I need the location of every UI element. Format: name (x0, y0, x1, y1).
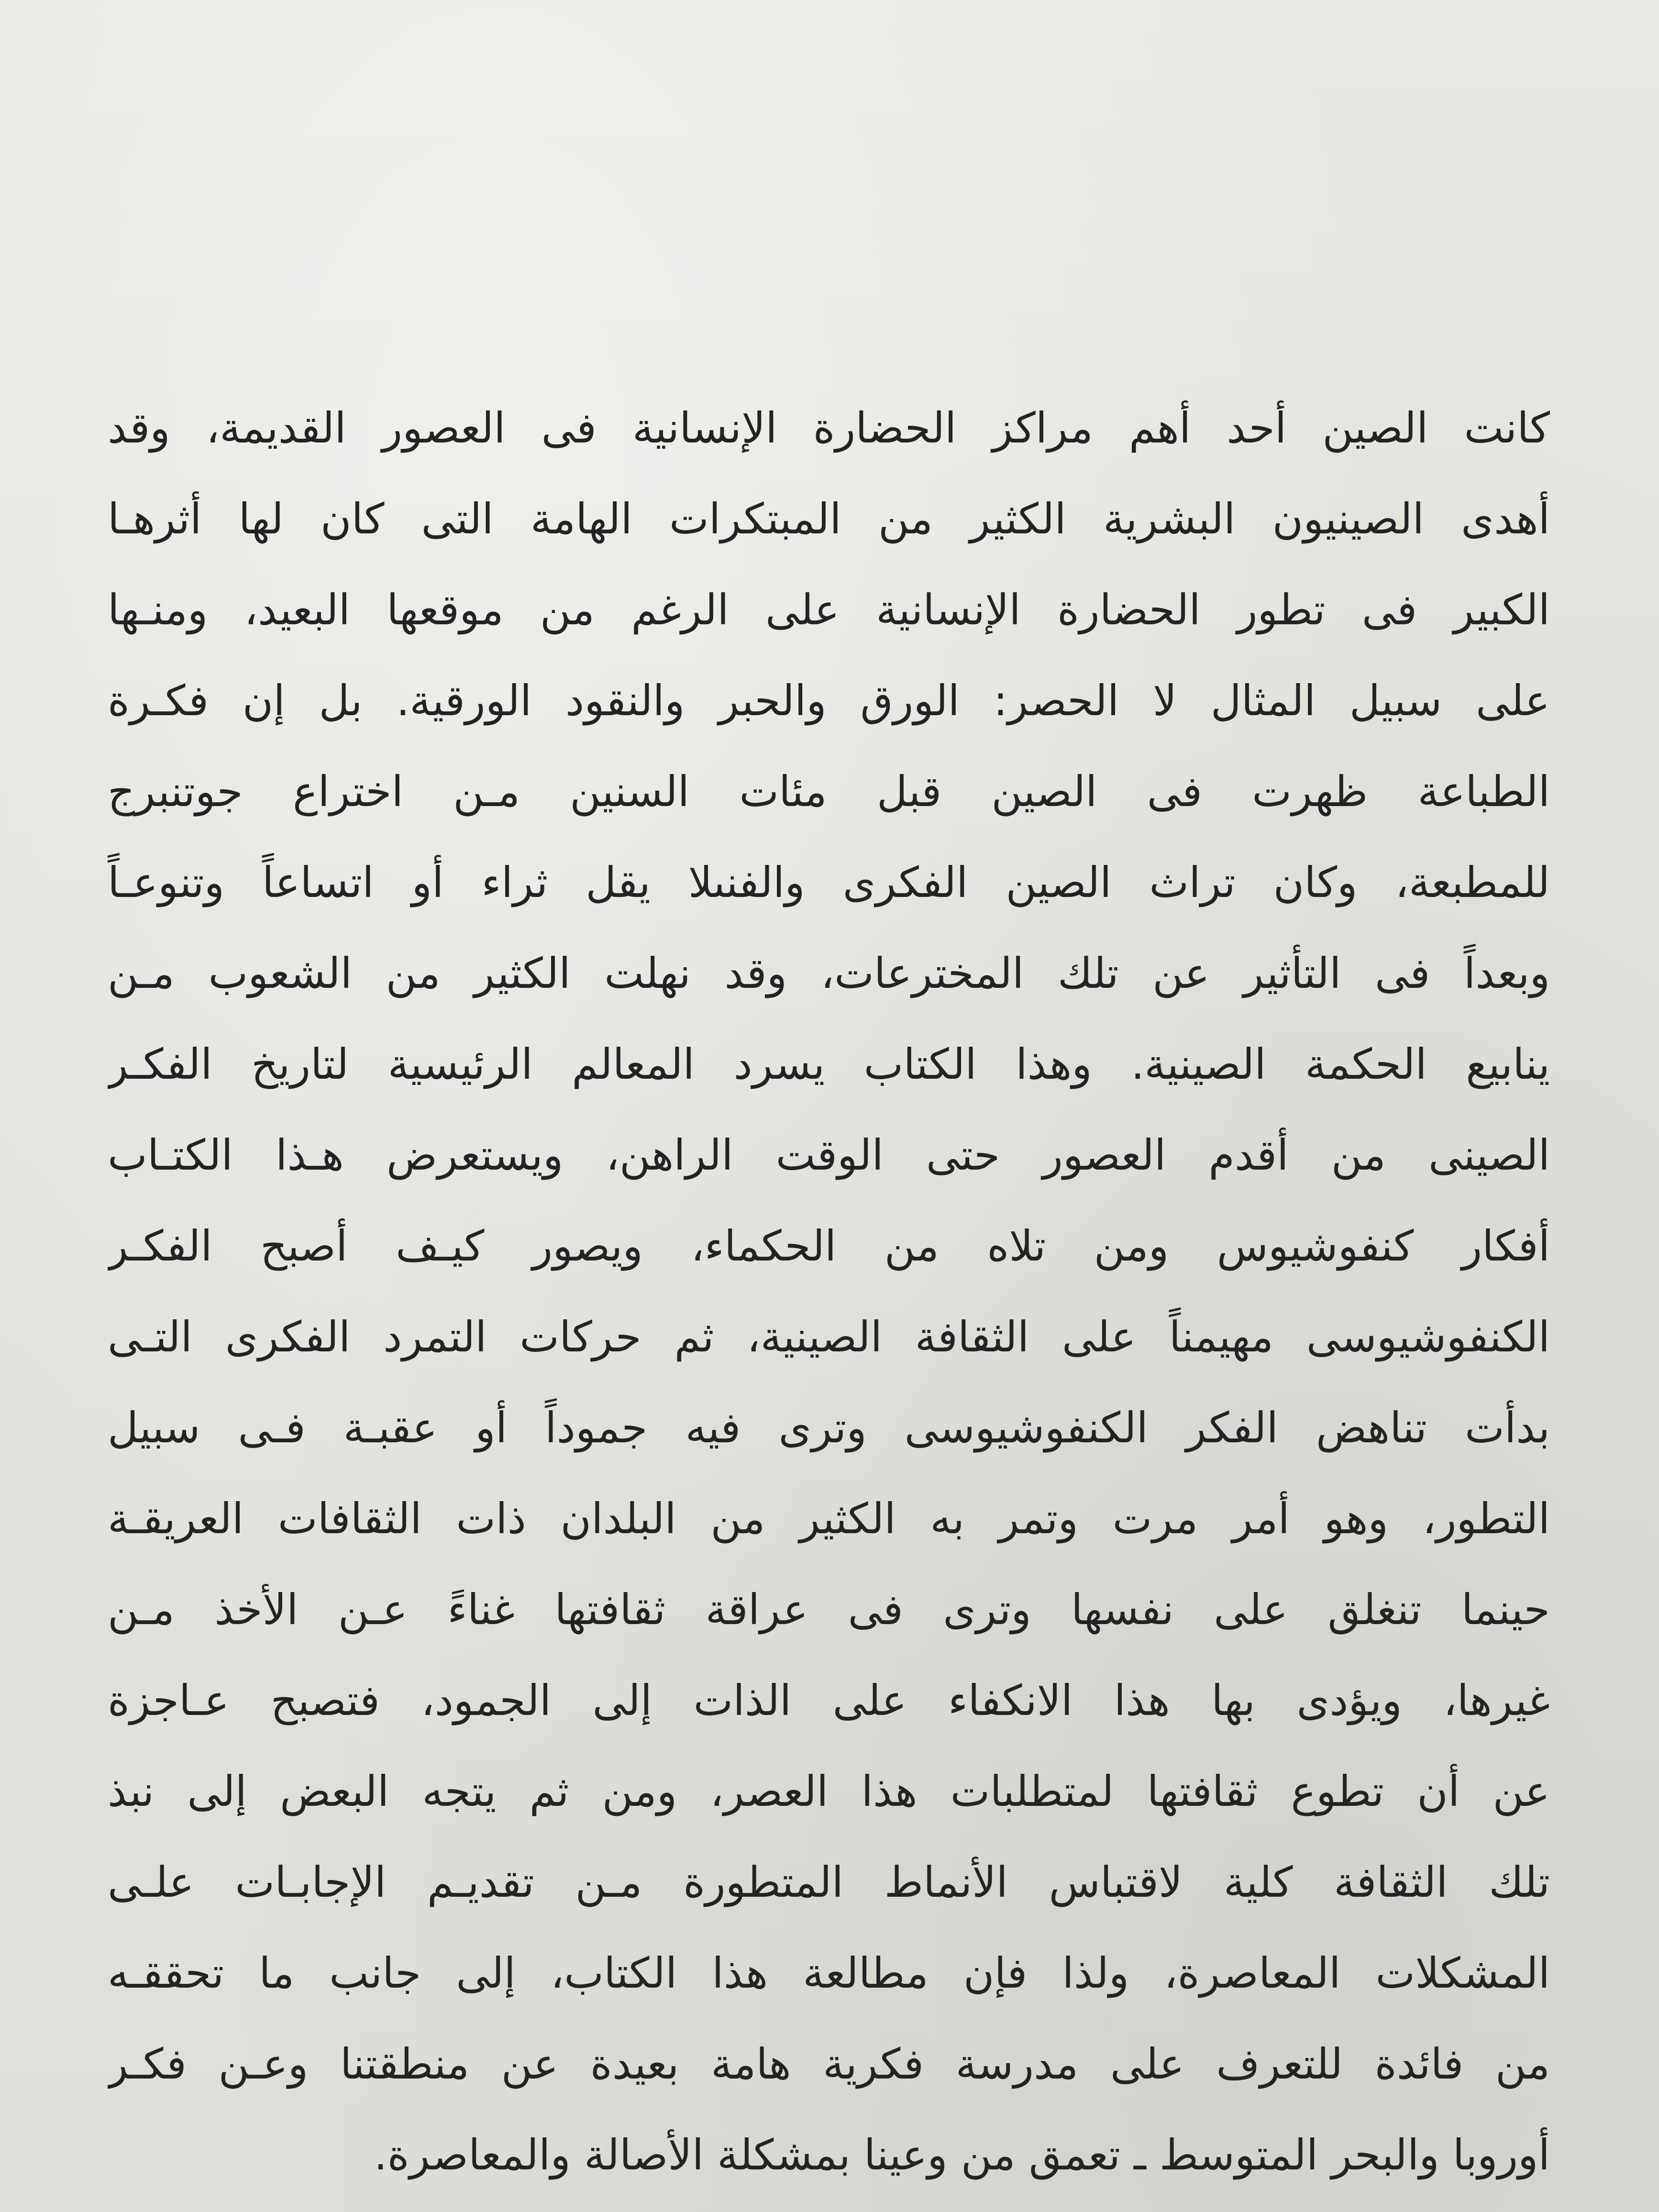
paragraph-line-19: من فائدة للتعرف على مدرسة فكرية هامة بعيدة عن منطقتنا وعـن فكـر (108, 2039, 1550, 2089)
paragraph-line-7: وبعداً فى التأثير عن تلك المخترعات، وقد نهلت الكثير من الشعوب مـن (108, 949, 1550, 998)
book-description-paragraph (108, 383, 1550, 2201)
paragraph-line-8: ينابيع الحكمة الصينية. وهذا الكتاب يسرد المعالم الرئيسية لتاريخ الفكـر (108, 1040, 1550, 1089)
paragraph-line-9: الصينى من أقدم العصور حتى الوقت الراهن، ويستعرض هـذا الكتـاب (108, 1130, 1550, 1180)
paragraph-line-5: الطباعة ظهرت فى الصين قبل مئات السنين مـن اختراع جوتنبرج (108, 767, 1550, 816)
paragraph-line-1: كانت الصين أحد أهم مراكز الحضارة الإنسانية فى العصور القديمة، وقد (108, 403, 1550, 453)
paragraph-line-2: أهدى الصينيون البشرية الكثير من المبتكرات الهامة التى كان لها أثرهـا (108, 494, 1550, 543)
paragraph-line-6: للمطبعة، وكان تراث الصين الفكرى والفنىلا يقل ثراء أو اتساعاً وتنوعـاً (108, 858, 1550, 907)
paragraph-line-14: حينما تنغلق على نفسها وترى فى عراقة ثقافتها غناءً عـن الأخذ مـن (108, 1585, 1550, 1634)
paragraph-line-17: تلك الثقافة كلية لاقتباس الأنماط المتطورة مـن تقديـم الإجابـات علـى (108, 1858, 1550, 1907)
paragraph-line-16: عن أن تطوع ثقافتها لمتطلبات هذا العصر، ومن ثم يتجه البعض إلى نبذ (108, 1767, 1550, 1816)
paragraph-line-13: التطور، وهو أمر مرت وتمر به الكثير من البلدان ذات الثقافات العريقـة (108, 1494, 1550, 1543)
paragraph-line-18: المشكلات المعاصرة، ولذا فإن مطالعة هذا الكتاب، إلى جانب ما تحققـه (108, 1948, 1550, 1998)
paragraph-line-4: على سبيل المثال لا الحصر: الورق والحبر والنقود الورقية. بل إن فكـرة (108, 676, 1550, 725)
paragraph-line-15: غيرها، ويؤدى بها هذا الانكفاء على الذات إلى الجمود، فتصبح عـاجزة (108, 1676, 1550, 1725)
paragraph-line-12: بدأت تناهض الفكر الكنفوشيوسى وترى فيه جموداً أو عقبـة فـى سبيل (108, 1403, 1550, 1452)
paragraph-line-20: أوروبا والبحر المتوسط ـ تعمق من وعينا بمشكلة الأصالة والمعاصرة. (374, 2130, 1550, 2179)
paragraph-line-3: الكبير فى تطور الحضارة الإنسانية على الرغم من موقعها البعيد، ومنـها (108, 585, 1550, 634)
paragraph-line-10: أفكار كنفوشيوس ومن تلاه من الحكماء، ويصور كيـف أصبح الفكـر (108, 1221, 1550, 1271)
paragraph-line-11: الكنفوشيوسى مهيمناً على الثقافة الصينية، ثم حركات التمرد الفكرى التـى (108, 1312, 1550, 1361)
